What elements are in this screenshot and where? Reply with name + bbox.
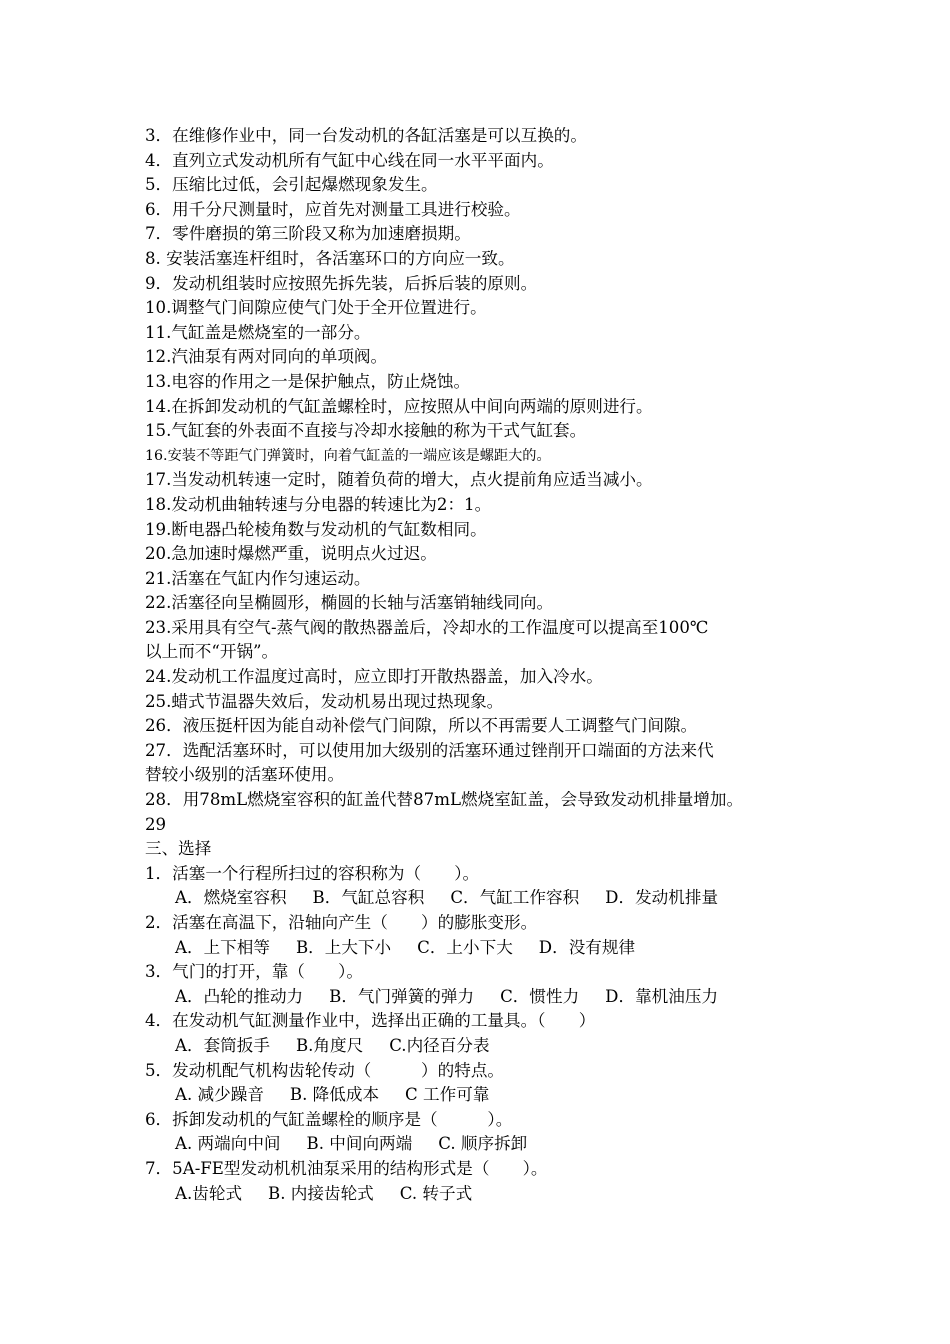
judgement-item: 7．零件磨损的第三阶段又称为加速磨损期。	[145, 224, 471, 244]
option: C 工作可靠	[405, 1085, 490, 1105]
option: A.齿轮式	[175, 1183, 243, 1203]
question-text: 2．活塞在高温下，沿轴向产生（ ）的膨胀变形。	[145, 913, 538, 932]
judgement-item: 18.发动机曲轴转速与分电器的转速比为2：1。	[145, 494, 492, 514]
question-text: 5．发动机配气机构齿轮传动（ ）的特点。	[145, 1060, 505, 1080]
question-options	[145, 886, 825, 911]
judgement-item: 22.活塞径向呈椭圆形，椭圆的长轴与活塞销轴线同向。	[145, 593, 554, 613]
judgement-item: 6．用千分尺测量时，应首先对测量工具进行校验。	[145, 199, 521, 219]
question-text: 1．活塞一个行程所扫过的容积称为（ ）。	[145, 863, 480, 883]
option: B．上大下小	[295, 937, 392, 957]
judgement-item: 5．压缩比过低，会引起爆燃现象发生。	[145, 175, 438, 195]
question-text: 4．在发动机气缸测量作业中，选择出正确的工量具。（ ）	[145, 1011, 596, 1031]
judgement-item: 12.汽油泵有两对同向的单项阀。	[145, 347, 388, 367]
judgement-item: 15.气缸套的外表面不直接与冷却水接触的称为干式气缸套。	[145, 421, 587, 441]
judgement-item: 24.发动机工作温度过高时，应立即打开散热器盖，加入冷水。	[145, 667, 603, 687]
option: C.内径百分表	[389, 1035, 490, 1055]
option: A. 两端向中间	[175, 1134, 281, 1154]
judgement-item: 29	[145, 814, 167, 834]
question-options	[145, 1182, 825, 1207]
option: D．没有规律	[538, 937, 636, 957]
option: B．气门弹簧的弹力	[329, 986, 475, 1006]
judgement-item: 8. 安装活塞连杆组时，各活塞环口的方向应一致。	[145, 248, 515, 268]
judgement-item: 28．用78mL燃烧室容积的缸盖代替87mL燃烧室缸盖，会导致发动机排量增加。	[145, 790, 744, 810]
question-text: 7．5A-FE型发动机机油泵采用的结构形式是（ ）。	[145, 1158, 548, 1178]
judgement-item: 27．选配活塞环时，可以使用加大级别的活塞环通过锉削开口端面的方法来代	[145, 740, 714, 760]
option: A．套筒扳手	[175, 1035, 270, 1055]
question-options	[145, 985, 825, 1010]
judgement-item-continued: 以上而不“开锅”。	[145, 642, 279, 662]
judgement-item: 19.断电器凸轮棱角数与发动机的气缸数相同。	[145, 519, 487, 539]
option: A．上下相等	[175, 937, 270, 957]
option: C．惯性力	[500, 986, 580, 1006]
question-text: 3．气门的打开，靠（ ）。	[145, 962, 363, 982]
option: C．上小下大	[417, 937, 513, 957]
judgement-item: 14.在拆卸发动机的气缸盖螺栓时，应按照从中间向两端的原则进行。	[145, 396, 653, 416]
option: A. 减少躁音	[175, 1085, 264, 1105]
option: B.角度尺	[295, 1035, 364, 1055]
judgement-item: 25.蜡式节温器失效后，发动机易出现过热现象。	[145, 691, 504, 711]
option: C. 转子式	[399, 1183, 473, 1203]
option: B．气缸总容积	[312, 888, 425, 908]
option: B. 中间向两端	[306, 1134, 413, 1154]
judgement-item: 26．液压挺杆因为能自动补偿气门间隙，所以不再需要人工调整气门间隙。	[145, 716, 698, 736]
option: C. 顺序拆卸	[438, 1134, 528, 1154]
question-options	[145, 936, 825, 961]
judgement-item: 4．直列立式发动机所有气缸中心线在同一水平平面内。	[145, 150, 554, 170]
judgement-item: 17.当发动机转速一定时，随着负荷的增大，点火提前角应适当减小。	[145, 470, 653, 490]
judgement-item: 21.活塞在气缸内作匀速运动。	[145, 568, 371, 588]
option: D．发动机排量	[605, 888, 719, 908]
judgement-item: 16.安装不等距气门弹簧时，向着气缸盖的一端应该是螺距大的。	[145, 447, 551, 464]
question-options	[145, 1034, 825, 1059]
option: A．凸轮的推动力	[175, 986, 304, 1006]
option: A．燃烧室容积	[175, 888, 287, 908]
judgement-item: 13.电容的作用之一是保护触点，防止烧蚀。	[145, 371, 471, 391]
option: B. 内接齿轮式	[268, 1183, 374, 1203]
document-content	[145, 124, 825, 1206]
judgement-item: 3．在维修作业中，同一台发动机的各缸活塞是可以互换的。	[145, 126, 587, 145]
judgement-item: 9．发动机组装时应按照先拆先装，后拆后装的原则。	[145, 273, 538, 293]
judgement-item: 10.调整气门间隙应使气门处于全开位置进行。	[145, 298, 487, 318]
judgement-item: 20.急加速时爆燃严重，说明点火过迟。	[145, 544, 437, 564]
section-title: 三、选择	[145, 839, 212, 859]
judgement-item-continued: 替较小级别的活塞环使用。	[145, 765, 345, 785]
option: D．靠机油压力	[605, 986, 719, 1006]
option: B. 降低成本	[289, 1085, 380, 1105]
judgement-item: 23.采用具有空气-蒸气阀的散热器盖后，冷却水的工作温度可以提高至100℃	[145, 617, 709, 637]
option: C．气缸工作容积	[450, 888, 580, 908]
question-options	[145, 1083, 825, 1108]
question-options	[145, 1132, 825, 1157]
question-text: 6．拆卸发动机的气缸盖螺栓的顺序是（ ）。	[145, 1109, 513, 1129]
judgement-item: 11.气缸盖是燃烧室的一部分。	[145, 322, 371, 342]
